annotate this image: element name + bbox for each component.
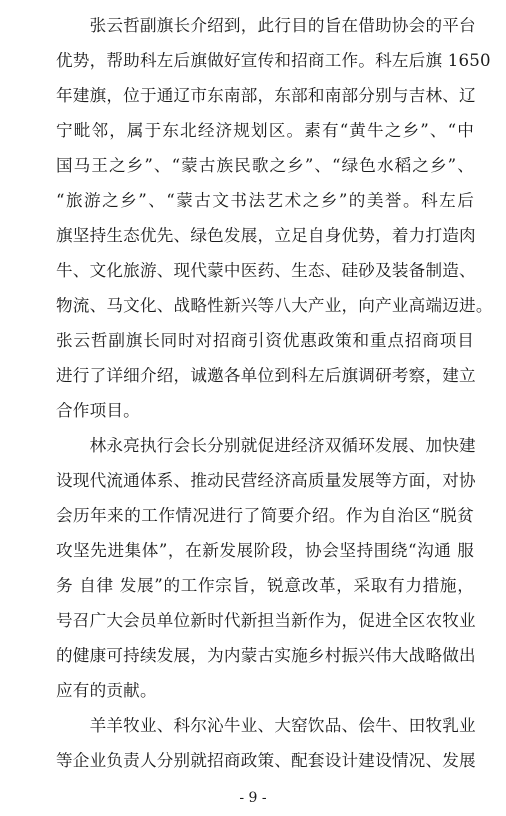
paragraph-line: 国马王之乡”、“蒙古族民歌之乡”、“绿色水稻之乡”、 xyxy=(56,156,474,175)
paragraph-line: 号召广大会员单位新时代新担当新作为，促进全区农牧业 xyxy=(56,611,476,630)
paragraph-line: 牛、文化旅游、现代蒙中医药、生态、硅砂及装备制造、 xyxy=(56,261,476,280)
paragraph-line: 会历年来的工作情况进行了简要介绍。作为自治区“脱贫 xyxy=(56,506,474,525)
paragraph-line: 设现代流通体系、推动民营经济高质量发展等方面，对协 xyxy=(56,471,476,490)
paragraph-line: 旗坚持生态优先、绿色发展，立足自身优势，着力打造肉 xyxy=(56,226,476,245)
paragraph-line: 等企业负责人分别就招商政策、配套设计建设情况、发展 xyxy=(56,751,476,770)
paragraph-2 xyxy=(56,428,474,708)
paragraph-line: 务 自律 发展”的工作宗旨，锐意改革，采取有力措施， xyxy=(56,576,474,595)
paragraph-line: 羊羊牧业、科尔沁牛业、大窑饮品、侩牛、田牧乳业 xyxy=(56,716,476,735)
paragraph-line: 张云哲副旗长同时对招商引资优惠政策和重点招商项目 xyxy=(56,331,474,350)
paragraph-line: 宁毗邻，属于东北经济规划区。素有“黄牛之乡”、“中 xyxy=(56,121,474,140)
paragraph-line: 攻坚先进集体”，在新发展阶段，协会坚持围绕“沟通 服 xyxy=(56,541,474,560)
body-text xyxy=(56,8,493,778)
paragraph-line: 张云哲副旗长介绍到，此行目的旨在借助协会的平台 xyxy=(56,16,476,35)
paragraph-line: 进行了详细介绍，诚邀各单位到科左后旗调研考察，建立 xyxy=(56,366,476,385)
paragraph-line: 年建旗，位于通辽市东南部，东部和南部分别与吉林、辽 xyxy=(56,86,476,105)
paragraph-3 xyxy=(56,708,474,778)
paragraph-1 xyxy=(56,8,493,428)
paragraph-line: 合作项目。 xyxy=(56,401,140,420)
paragraph-line: 物流、马文化、战略性新兴等八大产业，向产业高端迈进。 xyxy=(56,296,493,315)
paragraph-line: 林永亮执行会长分别就促进经济双循环发展、加快建 xyxy=(56,436,476,455)
page-number: - 9 - xyxy=(239,790,267,806)
paragraph-line: “旅游之乡”、“蒙古文书法艺术之乡”的美誉。科左后 xyxy=(56,191,474,210)
paragraph-line: 的健康可持续发展，为内蒙古实施乡村振兴伟大战略做出 xyxy=(56,646,476,665)
paragraph-line: 应有的贡献。 xyxy=(56,681,157,700)
paragraph-line: 优势，帮助科左后旗做好宣传和招商工作。科左后旗 1650 xyxy=(56,51,491,70)
